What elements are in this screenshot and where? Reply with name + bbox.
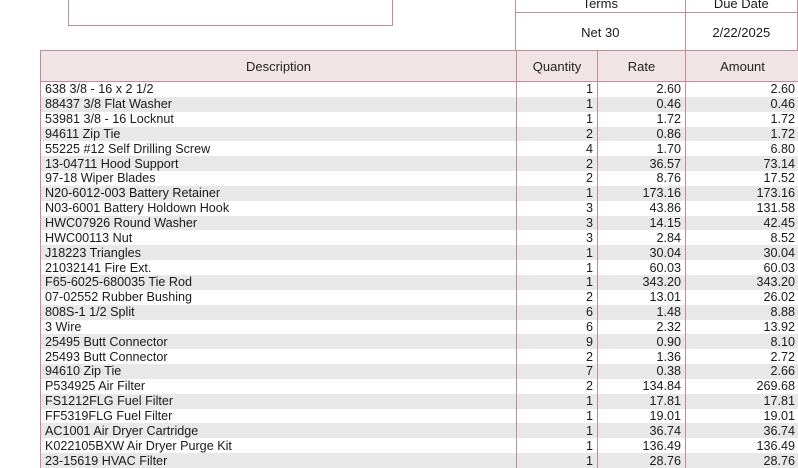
item-rate: 2.32 <box>598 320 686 335</box>
table-row <box>41 127 798 142</box>
item-quantity: 3 <box>517 216 598 231</box>
item-description: 13-04711 Hood Support <box>41 156 517 171</box>
item-amount: 6.80 <box>686 141 798 156</box>
item-amount: 343.20 <box>686 275 798 290</box>
item-quantity: 1 <box>517 112 598 127</box>
item-description: 97-18 Wiper Blades <box>41 171 517 186</box>
item-rate: 14.15 <box>598 216 686 231</box>
table-row <box>41 82 798 97</box>
item-rate: 19.01 <box>598 409 686 424</box>
item-rate: 43.86 <box>598 201 686 216</box>
item-rate: 2.84 <box>598 230 686 245</box>
item-amount: 42.45 <box>686 216 798 231</box>
item-quantity: 7 <box>517 364 598 379</box>
table-row <box>41 97 798 112</box>
item-amount: 131.58 <box>686 201 798 216</box>
item-quantity: 2 <box>517 379 598 394</box>
item-amount: 13.92 <box>686 320 798 335</box>
item-amount: 1.72 <box>686 127 798 142</box>
item-quantity: 1 <box>517 438 598 453</box>
item-description: J18223 Triangles <box>41 245 517 260</box>
item-amount: 36.74 <box>686 423 798 438</box>
item-rate: 36.57 <box>598 156 686 171</box>
item-quantity: 1 <box>517 186 598 201</box>
table-row <box>41 379 798 394</box>
item-description: 21032141 Fire Ext. <box>41 260 517 275</box>
item-amount: 28.76 <box>686 453 798 468</box>
table-row <box>41 305 798 320</box>
item-amount: 136.49 <box>686 438 798 453</box>
column-header-quantity: Quantity <box>517 51 598 82</box>
item-quantity: 4 <box>517 141 598 156</box>
item-amount: 26.02 <box>686 290 798 305</box>
item-rate: 0.86 <box>598 127 686 142</box>
item-amount: 2.72 <box>686 349 798 364</box>
item-description: HWC07926 Round Washer <box>41 216 517 231</box>
table-row <box>41 171 798 186</box>
item-amount: 269.68 <box>686 379 798 394</box>
item-rate: 30.04 <box>598 245 686 260</box>
item-description: 55225 #12 Self Drilling Screw <box>41 141 517 156</box>
item-rate: 136.49 <box>598 438 686 453</box>
item-rate: 36.74 <box>598 423 686 438</box>
item-quantity: 1 <box>517 82 598 97</box>
table-row <box>41 423 798 438</box>
item-quantity: 6 <box>517 305 598 320</box>
item-amount: 30.04 <box>686 245 798 260</box>
column-header-amount: Amount <box>686 51 798 82</box>
item-description: 94611 Zip Tie <box>41 127 517 142</box>
item-amount: 8.88 <box>686 305 798 320</box>
item-description: F65-6025-680035 Tie Rod <box>41 275 517 290</box>
terms-table <box>515 0 798 53</box>
bill-to-box <box>68 0 393 26</box>
line-items-table <box>40 50 798 468</box>
item-quantity: 1 <box>517 409 598 424</box>
table-row <box>41 334 798 349</box>
item-rate: 0.38 <box>598 364 686 379</box>
item-description: P534925 Air Filter <box>41 379 517 394</box>
item-description: N20-6012-003 Battery Retainer <box>41 186 517 201</box>
table-row <box>41 201 798 216</box>
due-date-label: Due Date <box>685 0 797 13</box>
item-description: FF5319FLG Fuel Filter <box>41 409 517 424</box>
item-quantity: 2 <box>517 127 598 142</box>
line-items-body <box>41 82 798 468</box>
item-amount: 2.60 <box>686 82 798 97</box>
item-description: 25495 Butt Connector <box>41 334 517 349</box>
item-rate: 1.36 <box>598 349 686 364</box>
table-row <box>41 290 798 305</box>
item-description: K022105BXW Air Dryer Purge Kit <box>41 438 517 453</box>
item-quantity: 1 <box>517 394 598 409</box>
table-row <box>41 112 798 127</box>
table-row <box>41 275 798 290</box>
item-rate: 0.90 <box>598 334 686 349</box>
item-description: 88437 3/8 Flat Washer <box>41 97 517 112</box>
item-description: AC1001 Air Dryer Cartridge <box>41 423 517 438</box>
item-rate: 1.72 <box>598 112 686 127</box>
item-amount: 60.03 <box>686 260 798 275</box>
item-quantity: 9 <box>517 334 598 349</box>
table-row <box>41 186 798 201</box>
item-description: 25493 Butt Connector <box>41 349 517 364</box>
item-rate: 60.03 <box>598 260 686 275</box>
item-quantity: 2 <box>517 171 598 186</box>
item-quantity: 3 <box>517 201 598 216</box>
item-rate: 173.16 <box>598 186 686 201</box>
item-rate: 0.46 <box>598 97 686 112</box>
item-quantity: 2 <box>517 156 598 171</box>
item-amount: 19.01 <box>686 409 798 424</box>
table-row <box>41 364 798 379</box>
due-date-value: 2/22/2025 <box>685 13 797 53</box>
table-row <box>41 438 798 453</box>
item-amount: 8.10 <box>686 334 798 349</box>
item-rate: 134.84 <box>598 379 686 394</box>
table-row <box>41 260 798 275</box>
item-description: 53981 3/8 - 16 Locknut <box>41 112 517 127</box>
item-description: N03-6001 Battery Holdown Hook <box>41 201 517 216</box>
column-header-rate: Rate <box>598 51 686 82</box>
terms-label: Terms <box>516 0 686 13</box>
table-row <box>41 320 798 335</box>
item-amount: 73.14 <box>686 156 798 171</box>
table-row <box>41 409 798 424</box>
item-quantity: 1 <box>517 275 598 290</box>
item-description: HWC00113 Nut <box>41 230 517 245</box>
item-description: FS1212FLG Fuel Filter <box>41 394 517 409</box>
table-row <box>41 141 798 156</box>
table-header-row <box>41 51 798 82</box>
item-description: 07-02552 Rubber Bushing <box>41 290 517 305</box>
item-rate: 1.70 <box>598 141 686 156</box>
terms-value: Net 30 <box>516 13 686 53</box>
item-description: 638 3/8 - 16 x 2 1/2 <box>41 82 517 97</box>
item-quantity: 1 <box>517 260 598 275</box>
item-rate: 13.01 <box>598 290 686 305</box>
item-quantity: 1 <box>517 423 598 438</box>
item-quantity: 1 <box>517 245 598 260</box>
item-rate: 1.48 <box>598 305 686 320</box>
item-quantity: 3 <box>517 230 598 245</box>
table-row <box>41 245 798 260</box>
item-quantity: 2 <box>517 349 598 364</box>
table-row <box>41 230 798 245</box>
item-description: 3 Wire <box>41 320 517 335</box>
table-row <box>41 394 798 409</box>
item-quantity: 1 <box>517 97 598 112</box>
item-rate: 8.76 <box>598 171 686 186</box>
item-amount: 17.81 <box>686 394 798 409</box>
item-amount: 8.52 <box>686 230 798 245</box>
item-amount: 173.16 <box>686 186 798 201</box>
item-description: 808S-1 1/2 Split <box>41 305 517 320</box>
column-header-description: Description <box>41 51 517 82</box>
table-row <box>41 216 798 231</box>
item-rate: 28.76 <box>598 453 686 468</box>
item-quantity: 1 <box>517 453 598 468</box>
item-rate: 343.20 <box>598 275 686 290</box>
item-description: 23-15619 HVAC Filter <box>41 453 517 468</box>
item-description: 94610 Zip Tie <box>41 364 517 379</box>
item-quantity: 6 <box>517 320 598 335</box>
item-amount: 2.66 <box>686 364 798 379</box>
item-amount: 1.72 <box>686 112 798 127</box>
table-row <box>41 349 798 364</box>
table-row <box>41 156 798 171</box>
item-amount: 0.46 <box>686 97 798 112</box>
item-quantity: 2 <box>517 290 598 305</box>
item-amount: 17.52 <box>686 171 798 186</box>
item-rate: 2.60 <box>598 82 686 97</box>
item-rate: 17.81 <box>598 394 686 409</box>
